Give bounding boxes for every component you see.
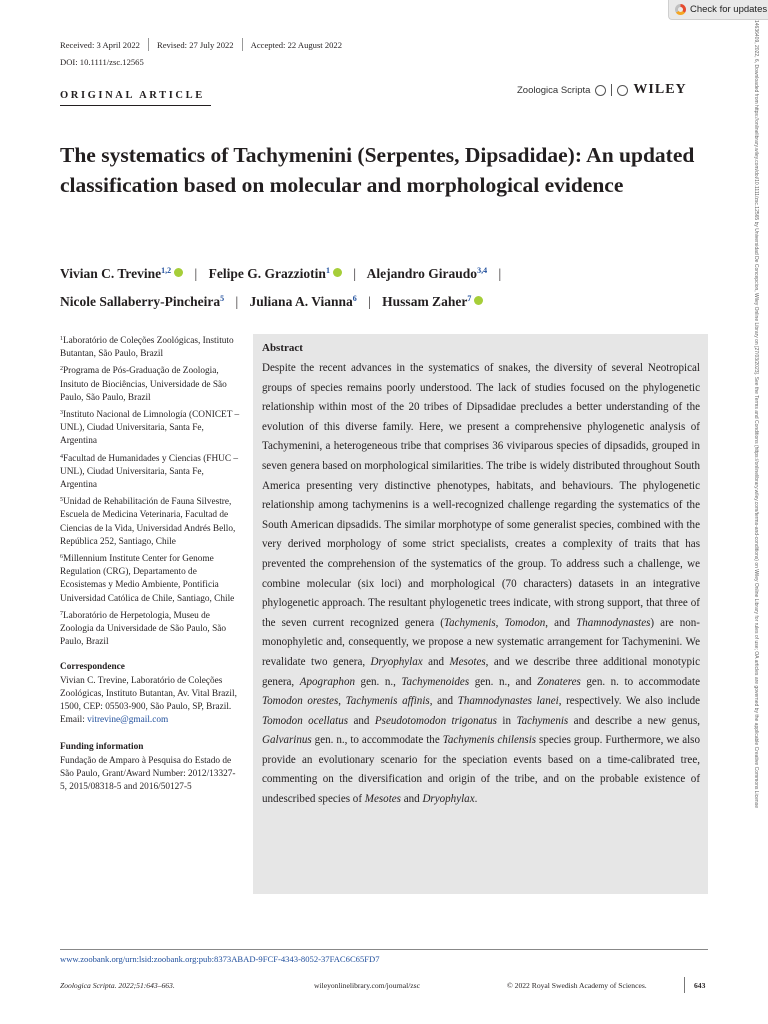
author-affiliation-ref: 7 [467, 294, 472, 303]
check-for-updates-label: Check for updates [690, 4, 768, 15]
correspondence-text: Vivian C. Trevine, Laboratório de Coleções Zoológicas, Instituto Butantan, Av. Vital Brazil, 1500, CEP: 05503-900, São Paulo, SP, Brazil. [60, 675, 237, 713]
author-separator: | [353, 266, 357, 281]
abstract-segment: gen. n., and [469, 675, 538, 688]
author-list [60, 258, 700, 314]
journal-name: Zoologica Scripta [517, 84, 591, 96]
affiliation: $^2$Programa de Pós-Graduação de Zoologia, Insituto de Biociências, Universidade de São Paulo, São Paulo, Brazil [60, 366, 227, 403]
taxon-name: Tachymenis [443, 616, 496, 629]
taxon-name: Thamnodynastes [576, 616, 651, 629]
abstract-text [262, 359, 700, 810]
taxon-name: Dryophylax [422, 793, 475, 806]
orcid-icon[interactable] [174, 268, 183, 277]
article-type: ORIGINAL ARTICLE [60, 90, 205, 101]
download-notice-strip [751, 20, 763, 1020]
orcid-icon[interactable] [474, 296, 483, 305]
society-seal-icon [595, 85, 606, 96]
accepted-date: Accepted: 22 August 2022 [250, 39, 343, 50]
author[interactable]: Nicole Sallaberry-Pincheira$^5$ [60, 294, 225, 309]
orcid-icon[interactable] [333, 268, 342, 277]
publisher-logo: WILEY [633, 82, 687, 97]
affiliation: $^3$Instituto Nacional de Limnología (CONICET – UNL), Ciudad Universitaria, Santa Fe, Argentina [60, 410, 240, 447]
abstract-segment: and [400, 793, 423, 806]
taxon-name: Tachymenis chilensis [442, 734, 537, 747]
taxon-name: Dryophylax [370, 655, 423, 668]
article-history [60, 38, 342, 51]
author[interactable]: Alejandro Giraudo$^{3,4}$ [366, 266, 488, 281]
abstract-segment: ) are non-monophyletic and, consequently, we propose a new systematic arrangement for Tachymenini. We revalidate two genera, [262, 616, 700, 668]
taxon-name: Pseudotomodon trigonatus [374, 714, 497, 727]
journal-citation: Zoologica Scripta. 2022;51:643–663. [60, 981, 175, 990]
email-link[interactable]: vitrevine@gmail.com [87, 715, 169, 726]
taxon-name: Tachymenis affinis [345, 695, 430, 708]
doi: DOI: 10.1111/zsc.12565 [60, 57, 144, 67]
abstract-segment: species group. Furthermore, we also provide an evolutionary scenario for the speciation events based on a time-calibrated tree, commenting on the diversification and origin of the tribe, and on the probable existence of undescribed species of [262, 734, 700, 806]
download-notice-text: 14636409, 2022, 6, Downloaded from https://onlinelibrary.wiley.com/doi/10.1111/zsc.12565 by Universidad De Concepcion, Wiley Online Library on [27/03/2023]. See the Terms and Conditions (https://onlinelibrary.wiley.com/terms-and-conditions) on Wiley Online Library for rules of use; OA articles are governed by the applicable Creative Commons License [753, 20, 759, 808]
abstract-heading: Abstract [262, 342, 303, 354]
taxon-name: Tachymenis [516, 714, 569, 727]
taxon-name: Tomodon orestes [262, 695, 339, 708]
abstract-segment: , [338, 695, 346, 708]
abstract-segment: Despite the recent advances in the systematics of snakes, the diversity of several Neotropical groups of species remains poorly understood. The lack of studies focused on the phylogenetic relationship within most of the 20 tribes of Dipsadidae precludes a better understanding of the evolution of this diverse family. Here, we present a comprehensive phylogenetic analysis of Tachymenini, a heterogeneous tribe that comprises 36 viviparous species of dipsadids, grouped in seven genera based on morphological similarities. The tribe is widely distributed throughout South America presenting very distinctive phenotypes, habitats, and behaviours. The phylogenetic relationship among tachymenins is a well-recognized challenge regarding the systematics of the South American dipsadids. The similar morphotype of some generalist species, combined with the very derived morphology of some strict specialists, creates a complexity of traits that has prevented the comprehension of the systematics of the group. To address such a challenge, we combine molecular (six loci) and morphological (70 characters) datasets in an integrative phylogenetic approach. The resultant phylogenetic trees indicate, with strong support, that three of the seven current recognized genera ( [262, 362, 700, 629]
affiliation: $^1$Laboratório de Coleções Zoológicas, Instituto Butantan, São Paulo, Brazil [60, 336, 234, 360]
abstract-segment: , [495, 616, 505, 629]
author-affiliation-ref: 5 [220, 294, 225, 303]
received-date: Received: 3 April 2022 [60, 39, 140, 50]
abstract-segment: gen. n., [355, 675, 402, 688]
taxon-name: Tomodon [504, 616, 546, 629]
abstract-segment: , respectively. We also include [558, 695, 701, 708]
divider [148, 38, 149, 51]
author-separator: | [368, 294, 371, 309]
abstract-segment: and [422, 655, 450, 668]
author-affiliation-ref: 1 [325, 266, 330, 275]
funding-text: Fundação de Amparo à Pesquisa do Estado de São Paulo, Grant/Award Number: 2012/13327-5, 2015/08318-5 and 2016/50127-5 [60, 755, 236, 793]
author[interactable]: Hussam Zaher$^7$ [382, 294, 483, 309]
check-for-updates-button[interactable] [668, 0, 768, 20]
author-affiliation-ref: 1,2 [161, 266, 172, 275]
affiliation: $^7$Laboratório de Herpetologia, Museu de Zoologia da Universidade de São Paulo, São Paulo, Brazil [60, 610, 227, 648]
abstract-segment: in [496, 714, 517, 727]
taxon-name: Mesotes [364, 793, 401, 806]
affiliation: $^6$Millennium Institute Center for Genome Regulation (CRG), Departamento de Ecosistemas y Medio Ambiente, Pontificia Universidad Católica de Chile, Santiago, Chile [60, 554, 235, 604]
revised-date: Revised: 27 July 2022 [156, 39, 234, 50]
article-type-underline [60, 105, 211, 106]
correspondence-heading: Correspondence [60, 662, 125, 673]
footer-divider [684, 977, 685, 993]
logo-divider [611, 84, 612, 96]
academy-seal-icon [617, 85, 628, 96]
abstract-segment: gen. n. to accommodate [580, 675, 700, 688]
taxon-name: Galvarinus [262, 734, 312, 747]
abstract-segment: , and [545, 616, 577, 629]
zoobank-link[interactable]: www.zoobank.org/urn:lsid:zoobank.org:pub:8373ABAD-9FCF-4343-8052-37FAC6C65FD7 [60, 954, 380, 964]
taxon-name: Tachymenoides [401, 675, 470, 688]
sidebar-info [60, 333, 240, 794]
author-separator: | [498, 266, 502, 281]
journal-logo [517, 82, 687, 98]
author-separator: | [235, 294, 239, 309]
taxon-name: Zonateres [537, 675, 581, 688]
correspondence-email: Email: vitrevine@gmail.com [60, 715, 169, 726]
taxon-name: Tomodon ocellatus [262, 714, 349, 727]
abstract-segment: and describe a new genus, [568, 714, 701, 727]
divider [242, 38, 243, 51]
funding-heading: Funding information [60, 742, 144, 753]
abstract-box [253, 334, 708, 894]
abstract-segment: and [348, 714, 375, 727]
abstract-segment: gen. n., to accommodate the [311, 734, 443, 747]
affiliation: $^5$Unidad de Rehabilitación de Fauna Silvestre, Escuela de Medicina Veterinaria, Facultad de Ciencias de la Vida, Universidad Andrés Bello, República 252, Santiago, Chile [60, 497, 236, 547]
crossmark-icon [675, 4, 686, 15]
footer-rule [60, 949, 708, 950]
author[interactable]: Felipe G. Grazziotin$^1$ [209, 266, 342, 281]
author-affiliation-ref: 3,4 [477, 266, 488, 275]
taxon-name: Mesotes [449, 655, 486, 668]
taxon-name: Apographon [299, 675, 355, 688]
abstract-segment: , and we describe three additional monotypic genera, [262, 655, 700, 688]
article-title: The systematics of Tachymenini (Serpentes, Dipsadidae): An updated classification based on molecular and morphological evidence [60, 143, 695, 197]
author[interactable]: Vivian C. Trevine$^{1,2}$ [60, 266, 183, 281]
abstract-segment: , and [429, 695, 458, 708]
journal-url[interactable]: wileyonlinelibrary.com/journal/zsc [314, 981, 420, 990]
author[interactable]: Juliana A. Vianna$^6$ [249, 294, 357, 309]
affiliation: $^4$Facultad de Humanidades y Ciencias (FHUC – UNL), Ciudad Universitaria, Santa Fe, Argentina [60, 453, 239, 491]
taxon-name: Thamnodynastes lanei [457, 695, 559, 708]
author-affiliation-ref: 6 [352, 294, 357, 303]
author-separator: | [194, 266, 198, 281]
page-number: 643 [694, 981, 706, 990]
copyright: © 2022 Royal Swedish Academy of Sciences. [507, 981, 647, 990]
abstract-segment: . [474, 793, 478, 806]
